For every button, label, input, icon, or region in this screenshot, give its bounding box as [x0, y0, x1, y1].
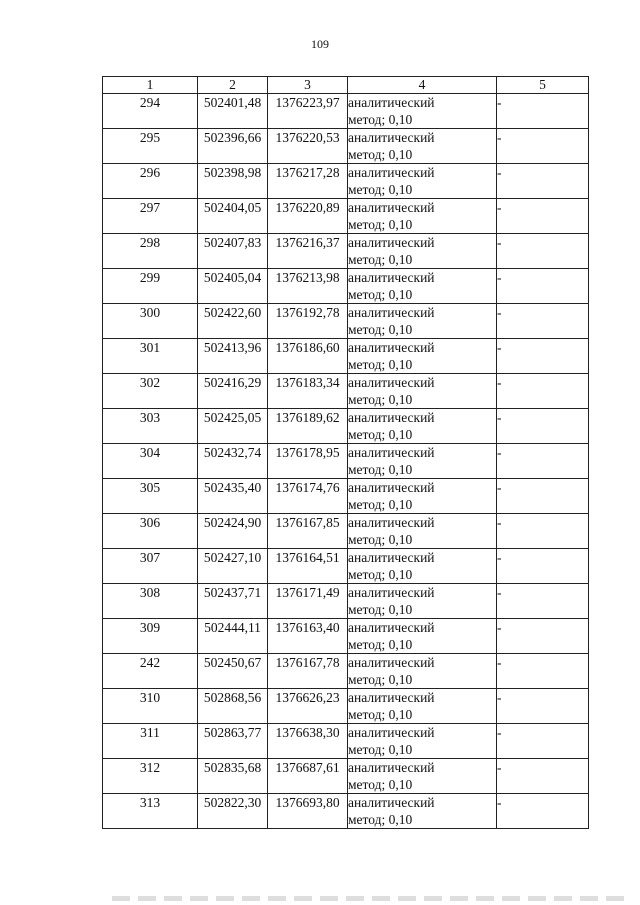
header-col-3: 3	[268, 77, 348, 94]
method-line-1: аналитический	[348, 480, 435, 495]
point-number-cell: 313	[103, 794, 198, 829]
x-coordinate-cell: 502404,05	[198, 199, 268, 234]
method-cell	[348, 549, 497, 584]
y-coordinate-cell: 1376693,80	[268, 794, 348, 829]
method-cell	[348, 199, 497, 234]
note-cell: -	[497, 514, 589, 549]
method-cell	[348, 409, 497, 444]
table-row	[103, 269, 589, 304]
x-coordinate-cell: 502405,04	[198, 269, 268, 304]
header-col-4: 4	[348, 77, 497, 94]
page-number: 109	[311, 37, 329, 51]
y-coordinate-cell: 1376216,37	[268, 234, 348, 269]
x-coordinate-cell: 502435,40	[198, 479, 268, 514]
table-row	[103, 654, 589, 689]
method-line-2: метод; 0,10	[348, 672, 413, 687]
table-row	[103, 724, 589, 759]
method-cell	[348, 304, 497, 339]
method-line-1: аналитический	[348, 95, 435, 110]
x-coordinate-cell: 502398,98	[198, 164, 268, 199]
y-coordinate-cell: 1376223,97	[268, 94, 348, 129]
coordinates-table	[102, 76, 589, 829]
point-number-cell: 297	[103, 199, 198, 234]
point-number-cell: 308	[103, 584, 198, 619]
header-col-5: 5	[497, 77, 589, 94]
method-line-2: метод; 0,10	[348, 392, 413, 407]
method-line-1: аналитический	[348, 130, 435, 145]
note-cell: -	[497, 444, 589, 479]
method-line-1: аналитический	[348, 375, 435, 390]
method-line-2: метод; 0,10	[348, 322, 413, 337]
x-coordinate-cell: 502822,30	[198, 794, 268, 829]
note-cell: -	[497, 724, 589, 759]
note-cell: -	[497, 199, 589, 234]
y-coordinate-cell: 1376183,34	[268, 374, 348, 409]
method-line-2: метод; 0,10	[348, 462, 413, 477]
method-line-1: аналитический	[348, 655, 435, 670]
y-coordinate-cell: 1376167,85	[268, 514, 348, 549]
note-cell: -	[497, 304, 589, 339]
table-row	[103, 164, 589, 199]
point-number-cell: 302	[103, 374, 198, 409]
point-number-cell: 311	[103, 724, 198, 759]
x-coordinate-cell: 502422,60	[198, 304, 268, 339]
point-number-cell: 305	[103, 479, 198, 514]
header-col-2: 2	[198, 77, 268, 94]
point-number-cell: 306	[103, 514, 198, 549]
x-coordinate-cell: 502444,11	[198, 619, 268, 654]
method-cell	[348, 794, 497, 829]
table-row	[103, 619, 589, 654]
table-row	[103, 689, 589, 724]
header-col-1: 1	[103, 77, 198, 94]
method-line-2: метод; 0,10	[348, 112, 413, 127]
point-number-cell: 312	[103, 759, 198, 794]
method-line-1: аналитический	[348, 550, 435, 565]
method-line-1: аналитический	[348, 585, 435, 600]
point-number-cell: 309	[103, 619, 198, 654]
method-line-2: метод; 0,10	[348, 427, 413, 442]
x-coordinate-cell: 502432,74	[198, 444, 268, 479]
table-row	[103, 479, 589, 514]
method-cell	[348, 479, 497, 514]
note-cell: -	[497, 94, 589, 129]
point-number-cell: 303	[103, 409, 198, 444]
x-coordinate-cell: 502407,83	[198, 234, 268, 269]
method-line-2: метод; 0,10	[348, 812, 413, 827]
method-line-1: аналитический	[348, 760, 435, 775]
table-row	[103, 514, 589, 549]
x-coordinate-cell: 502416,29	[198, 374, 268, 409]
method-line-1: аналитический	[348, 795, 435, 810]
method-line-1: аналитический	[348, 620, 435, 635]
y-coordinate-cell: 1376687,61	[268, 759, 348, 794]
method-line-1: аналитический	[348, 200, 435, 215]
note-cell: -	[497, 409, 589, 444]
method-line-2: метод; 0,10	[348, 182, 413, 197]
x-coordinate-cell: 502425,05	[198, 409, 268, 444]
method-cell	[348, 234, 497, 269]
table-row	[103, 199, 589, 234]
method-cell	[348, 94, 497, 129]
point-number-cell: 301	[103, 339, 198, 374]
method-line-1: аналитический	[348, 270, 435, 285]
method-line-2: метод; 0,10	[348, 707, 413, 722]
method-line-2: метод; 0,10	[348, 217, 413, 232]
method-line-2: метод; 0,10	[348, 357, 413, 372]
method-cell	[348, 164, 497, 199]
method-line-1: аналитический	[348, 165, 435, 180]
x-coordinate-cell: 502835,68	[198, 759, 268, 794]
table-row	[103, 794, 589, 829]
method-line-1: аналитический	[348, 340, 435, 355]
method-line-2: метод; 0,10	[348, 637, 413, 652]
method-line-2: метод; 0,10	[348, 287, 413, 302]
point-number-cell: 294	[103, 94, 198, 129]
method-cell	[348, 269, 497, 304]
note-cell: -	[497, 374, 589, 409]
table-body	[103, 94, 589, 829]
point-number-cell: 242	[103, 654, 198, 689]
method-cell	[348, 374, 497, 409]
method-line-2: метод; 0,10	[348, 777, 413, 792]
header-row	[103, 77, 589, 94]
note-cell: -	[497, 794, 589, 829]
note-cell: -	[497, 129, 589, 164]
y-coordinate-cell: 1376167,78	[268, 654, 348, 689]
table-row	[103, 94, 589, 129]
x-coordinate-cell: 502863,77	[198, 724, 268, 759]
y-coordinate-cell: 1376174,76	[268, 479, 348, 514]
method-cell	[348, 514, 497, 549]
note-cell: -	[497, 164, 589, 199]
method-line-2: метод; 0,10	[348, 497, 413, 512]
y-coordinate-cell: 1376163,40	[268, 619, 348, 654]
method-line-1: аналитический	[348, 725, 435, 740]
method-cell	[348, 654, 497, 689]
method-cell	[348, 584, 497, 619]
y-coordinate-cell: 1376213,98	[268, 269, 348, 304]
y-coordinate-cell: 1376189,62	[268, 409, 348, 444]
note-cell: -	[497, 549, 589, 584]
point-number-cell: 307	[103, 549, 198, 584]
method-line-2: метод; 0,10	[348, 602, 413, 617]
y-coordinate-cell: 1376626,23	[268, 689, 348, 724]
method-cell	[348, 689, 497, 724]
x-coordinate-cell: 502427,10	[198, 549, 268, 584]
table-row	[103, 444, 589, 479]
table-row	[103, 234, 589, 269]
y-coordinate-cell: 1376220,89	[268, 199, 348, 234]
method-line-2: метод; 0,10	[348, 532, 413, 547]
x-coordinate-cell: 502413,96	[198, 339, 268, 374]
note-cell: -	[497, 269, 589, 304]
y-coordinate-cell: 1376217,28	[268, 164, 348, 199]
point-number-cell: 298	[103, 234, 198, 269]
y-coordinate-cell: 1376638,30	[268, 724, 348, 759]
point-number-cell: 296	[103, 164, 198, 199]
point-number-cell: 310	[103, 689, 198, 724]
note-cell: -	[497, 339, 589, 374]
x-coordinate-cell: 502437,71	[198, 584, 268, 619]
method-line-1: аналитический	[348, 690, 435, 705]
method-line-1: аналитический	[348, 235, 435, 250]
method-line-1: аналитический	[348, 445, 435, 460]
note-cell: -	[497, 584, 589, 619]
point-number-cell: 295	[103, 129, 198, 164]
y-coordinate-cell: 1376192,78	[268, 304, 348, 339]
y-coordinate-cell: 1376164,51	[268, 549, 348, 584]
table-row	[103, 549, 589, 584]
point-number-cell: 300	[103, 304, 198, 339]
table-row	[103, 339, 589, 374]
method-line-2: метод; 0,10	[348, 252, 413, 267]
note-cell: -	[497, 479, 589, 514]
method-line-2: метод; 0,10	[348, 147, 413, 162]
x-coordinate-cell: 502868,56	[198, 689, 268, 724]
y-coordinate-cell: 1376171,49	[268, 584, 348, 619]
table-row	[103, 759, 589, 794]
y-coordinate-cell: 1376186,60	[268, 339, 348, 374]
note-cell: -	[497, 759, 589, 794]
note-cell: -	[497, 654, 589, 689]
note-cell: -	[497, 234, 589, 269]
table-row	[103, 409, 589, 444]
table-row	[103, 374, 589, 409]
method-line-2: метод; 0,10	[348, 742, 413, 757]
x-coordinate-cell: 502424,90	[198, 514, 268, 549]
table-row	[103, 129, 589, 164]
method-cell	[348, 444, 497, 479]
table-row	[103, 304, 589, 339]
x-coordinate-cell: 502401,48	[198, 94, 268, 129]
table-row	[103, 584, 589, 619]
method-line-1: аналитический	[348, 515, 435, 530]
method-cell	[348, 339, 497, 374]
y-coordinate-cell: 1376178,95	[268, 444, 348, 479]
cropped-footer-text	[112, 896, 632, 901]
point-number-cell: 299	[103, 269, 198, 304]
method-cell	[348, 129, 497, 164]
x-coordinate-cell: 502396,66	[198, 129, 268, 164]
method-line-1: аналитический	[348, 305, 435, 320]
method-line-2: метод; 0,10	[348, 567, 413, 582]
y-coordinate-cell: 1376220,53	[268, 129, 348, 164]
method-cell	[348, 619, 497, 654]
method-cell	[348, 724, 497, 759]
note-cell: -	[497, 689, 589, 724]
point-number-cell: 304	[103, 444, 198, 479]
x-coordinate-cell: 502450,67	[198, 654, 268, 689]
method-line-1: аналитический	[348, 410, 435, 425]
note-cell: -	[497, 619, 589, 654]
method-cell	[348, 759, 497, 794]
